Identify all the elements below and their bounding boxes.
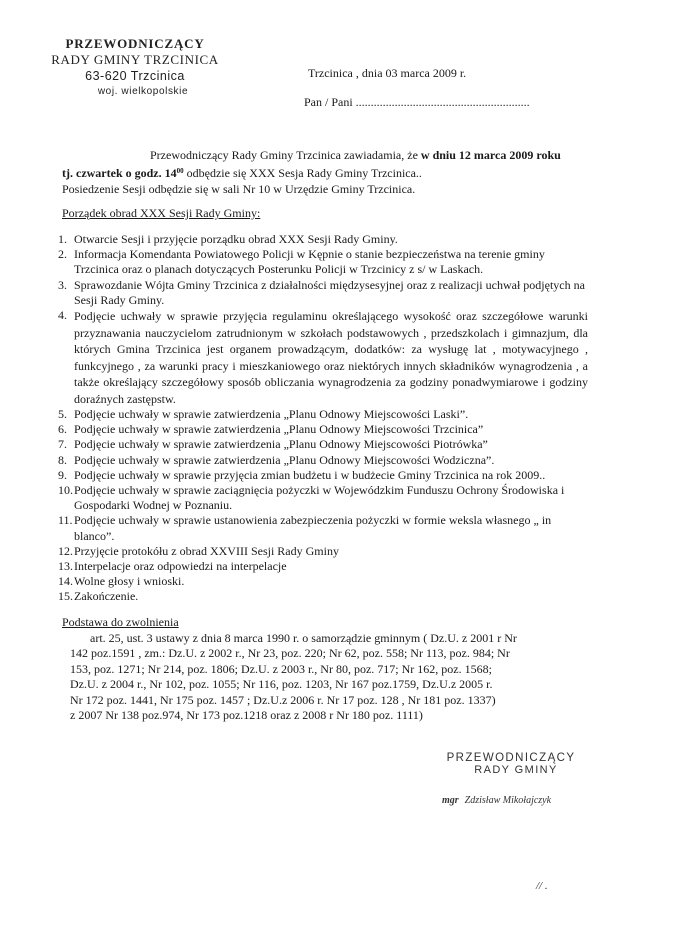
agenda-item <box>58 574 588 589</box>
agenda-item <box>58 513 588 543</box>
header-stamp <box>50 36 220 100</box>
date-line: Trzcinica , dnia 03 marca 2009 r. <box>308 66 467 80</box>
handwritten-mark: // . <box>536 880 548 892</box>
agenda-item-number: 14. <box>58 574 73 589</box>
header-stamp-region: woj. wielkopolskie <box>97 86 189 97</box>
agenda-item-text: Wolne głosy i wnioski. <box>74 574 185 589</box>
agenda-item <box>58 559 588 574</box>
signature-name: Zdzisław Mikołajczyk <box>464 795 552 806</box>
recipient-line: Pan / Pani .......................................................... <box>304 95 530 109</box>
agenda-item-text: Przyjęcie protokółu z obrad XXVIII Sesji Rady Gminy <box>74 543 339 558</box>
agenda-item-text: Otwarcie Sesji i przyjęcie porządku obrad XXX Sesji Rady Gminy. <box>74 232 398 246</box>
agenda-list <box>58 232 588 605</box>
agenda-item <box>58 308 588 407</box>
agenda-item-text: Podjęcie uchwały w sprawie zaciągnięcia pożyczki w Wojewódzkim Funduszu Ochrony Środowiska i Gospodarki Wodnej w Poznaniu. <box>74 483 565 513</box>
intro-text: Przewodniczący Rady Gminy Trzcinica zawiadamia, że <box>150 148 421 162</box>
intro-date-bold: w dniu 12 marca 2009 roku <box>420 148 561 162</box>
agenda-item-text: Sprawozdanie Wójta Gminy Trzcinica z działalności międzysesyjnej oraz z realizacji uchwał podjętych na Sesji Rady Gminy. <box>74 277 585 307</box>
agenda-item-text: Podjęcie uchwały w sprawie ustanowienia zabezpieczenia pożyczki w formie weksla własnego „ in blanco”. <box>74 513 552 543</box>
agenda-item-text: Podjęcie uchwały w sprawie zatwierdzenia „Planu Odnowy Miejscowości Piotrówka” <box>74 437 488 452</box>
legal-basis-line: Dz.U. z 2004 r., Nr 102, poz. 1055; Nr 116, poz. 1203, Nr 167 poz.1759, Dz.U.z 2005 r. <box>70 677 493 691</box>
intro-time-bold: tj. czwartek o godz. 14 <box>62 166 177 180</box>
footer-stamp <box>436 752 586 776</box>
agenda-item-number: 5. <box>58 407 67 422</box>
agenda-item <box>58 544 588 559</box>
agenda-item <box>58 437 588 452</box>
intro-line-3: Posiedzenie Sesji odbędzie się w sali Nr 10 w Urzędzie Gminy Trzcinica. <box>62 182 416 196</box>
agenda-item-number: 7. <box>58 437 67 452</box>
agenda-item-number: 4. <box>58 308 67 323</box>
legal-basis-line: Nr 172 poz. 1441, Nr 175 poz. 1457 ; Dz.U.z 2006 r. Nr 17 poz. 128 , Nr 181 poz. 1337) <box>70 692 496 707</box>
agenda-item-number: 8. <box>58 452 67 467</box>
agenda-item <box>58 468 588 483</box>
legal-basis-line: 142 poz.1591 , zm.: Dz.U. z 2002 r., Nr 23, poz. 220; Nr 62, poz. 558; Nr 113, poz. 984; Nr <box>70 646 510 660</box>
agenda-item-text: Informacja Komendanta Powiatowego Policji w Kępnie o stanie bezpieczeństwa na terenie gminy Trzcinica oraz o planach dotyczących Posterunku Policji w Trzcinicy z s/ w Laskach. <box>74 247 545 277</box>
agenda-title: Porządek obrad XXX Sesji Rady Gminy: <box>62 206 261 220</box>
agenda-item-text: Podjęcie uchwały w sprawie zatwierdzenia „Planu Odnowy Miejscowości Laski”. <box>74 407 469 422</box>
agenda-item-number: 12. <box>58 543 73 558</box>
intro-time-minutes: 00 <box>176 167 184 175</box>
agenda-item <box>58 247 588 277</box>
intro-session-text: odbędzie się XXX Sesja Rady Gminy Trzcinica.. <box>183 166 422 180</box>
legal-basis-line: art. 25, ust. 3 ustawy z dnia 8 marca 1990 r. o samorządzie gminnym ( Dz.U. z 2001 r Nr <box>90 630 517 645</box>
header-stamp-postcode: 63-620 Trzcinica <box>85 69 185 83</box>
legal-basis-line: 153, poz. 1271; Nr 214, poz. 1806; Dz.U. z 2003 r., Nr 80, poz. 717; Nr 162, poz. 1568; <box>70 661 492 676</box>
footer-stamp-title: PRZEWODNICZĄCY <box>446 752 576 764</box>
agenda-item-text: Podjęcie uchwały w sprawie przyjęcia zmian budżetu i w budżecie Gminy Trzcinica na rok 2009.. <box>74 467 546 482</box>
agenda-item-number: 9. <box>58 467 67 482</box>
agenda-item <box>58 407 588 422</box>
agenda-item <box>58 232 588 247</box>
intro-line-1 <box>62 147 587 163</box>
agenda-item-text: Podjęcie uchwały w sprawie przyjęcia regulaminu określającego wysokość oraz szczegółowe warunki przyznawania nauczycielom zatrudnionym w szkołach podstawowych , przedszkolach i gimnazjum, dla których Gmina Trzcinica jest organem prowadzącym, dodatków: za wysługę lat , motywacyjnego , funkcyjnego , za warunki pracy i mieszkaniowego oraz niektórych innych składników wynagrodzenia , a także określający szczegółowy sposób obliczania wynagrodzenia za godziny ponadwymiarowe i godziny doraźnych zastępstw. <box>74 309 588 406</box>
intro-paragraph <box>62 147 587 197</box>
agenda-item-text: Podjęcie uchwały w sprawie zatwierdzenia „Planu Odnowy Miejscowości Trzcinica” <box>74 422 484 437</box>
agenda-item-number: 15. <box>58 589 73 604</box>
agenda-item <box>58 453 588 468</box>
signature <box>442 795 551 806</box>
agenda-item <box>58 589 588 604</box>
legal-basis-line: z 2007 Nr 138 poz.974, Nr 173 poz.1218 oraz z 2008 r Nr 180 poz. 1111) <box>70 708 423 722</box>
legal-basis-heading: Podstawa do zwolnienia <box>62 615 179 629</box>
agenda-item-number: 11. <box>58 513 73 528</box>
legal-basis <box>62 615 582 724</box>
agenda-item-text: Interpelacje oraz odpowiedzi na interpelacje <box>74 559 287 574</box>
agenda-item-text: Podjęcie uchwały w sprawie zatwierdzenia „Planu Odnowy Miejscowości Wodziczna”. <box>74 452 495 467</box>
agenda-item-number: 2. <box>58 247 67 262</box>
intro-line-2 <box>62 163 587 181</box>
legal-basis-body <box>62 631 582 724</box>
footer-stamp-council: RADY GMINY <box>474 764 558 776</box>
agenda-item <box>58 483 588 513</box>
agenda-item-number: 13. <box>58 559 73 574</box>
header-stamp-title: PRZEWODNICZĄCY <box>65 36 205 51</box>
agenda-item-number: 3. <box>58 277 67 292</box>
agenda-item-number: 1. <box>58 232 67 246</box>
agenda-item <box>58 422 588 437</box>
agenda-item-number: 10. <box>58 483 73 498</box>
agenda-item-number: 6. <box>58 422 67 437</box>
agenda-item-text: Zakończenie. <box>74 589 139 604</box>
agenda-item <box>58 278 588 308</box>
header-stamp-council: RADY GMINY TRZCINICA <box>51 52 219 67</box>
signature-title: mgr <box>442 795 459 806</box>
